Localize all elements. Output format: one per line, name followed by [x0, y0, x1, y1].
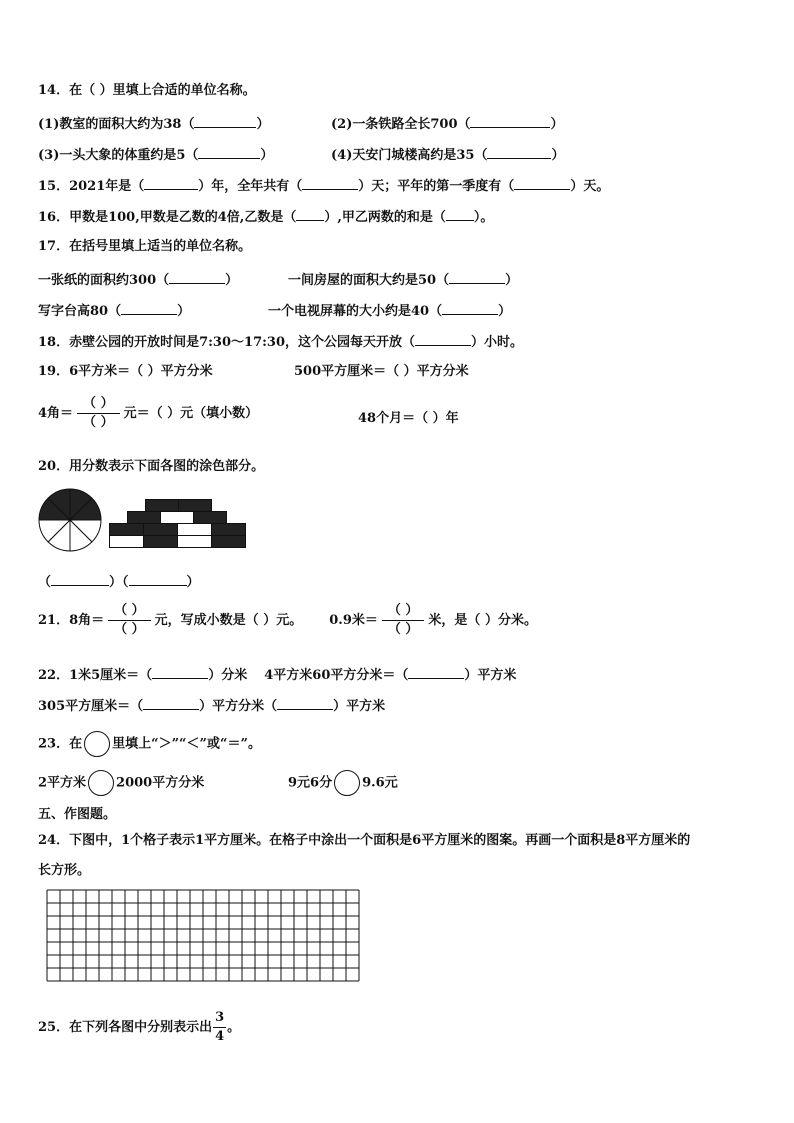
paren-open: （ — [38, 575, 52, 590]
paren-close: ） — [225, 273, 239, 288]
q14-title: 14．在（ ）里填上合适的单位名称。 — [38, 83, 256, 98]
q17-item-2-text: 一间房屋的面积大约是50（ — [288, 273, 450, 288]
q19-item-3 — [38, 396, 258, 431]
q19-item-3-pre: 4角＝ — [38, 406, 74, 421]
q25-text-2: 。 — [227, 1020, 241, 1035]
q22-text-4: ）平方米 — [464, 668, 517, 683]
q14-item-3-text: (3)一头大象的体重约是5（ — [38, 148, 199, 163]
q23-item-1 — [38, 770, 204, 797]
q15-blank-3[interactable] — [514, 176, 570, 190]
q17-item-3-text: 写字台高80（ — [38, 304, 122, 319]
fraction-numerator: 3 — [215, 1010, 225, 1025]
q19-item-1: 19．6平方米＝（ ）平方分米 — [38, 364, 213, 379]
q22-line-2 — [38, 696, 385, 716]
fraction-numerator: （ ） — [114, 603, 145, 618]
q14-item-4 — [331, 145, 564, 165]
q25-fraction — [213, 1010, 226, 1045]
q14-item-2 — [331, 114, 564, 134]
q15-blank-1[interactable] — [144, 176, 198, 190]
q21 — [38, 603, 537, 638]
fraction-bar — [108, 620, 151, 621]
q22-line-1 — [38, 665, 516, 685]
q17-blank-4[interactable] — [442, 301, 498, 315]
q19-item-2: 500平方厘米＝（ ）平方分米 — [294, 364, 469, 379]
q20-title: 20．用分数表示下面各图的涂色部分。 — [38, 459, 265, 474]
q14-item-4-text: (4)天安门城楼高约是35（ — [331, 148, 488, 163]
q14-item-2-text: (2)一条铁路全长700（ — [331, 117, 471, 132]
q14-item-1-text: (1)教室的面积大约为38（ — [38, 117, 195, 132]
q16-text-1: 16．甲数是100,甲数是乙数的4倍,乙数是（ — [38, 210, 297, 225]
paren-close: ） — [498, 304, 512, 319]
q14-blank-3[interactable] — [198, 145, 260, 159]
q23-item-2-right: 9.6元 — [362, 775, 398, 791]
section-heading: 五、作图题。 — [38, 807, 117, 822]
q15-text-4: ）天。 — [570, 179, 610, 194]
paren-close: ） — [550, 117, 564, 132]
q21-text-4: 米，是（ ）分米。 — [428, 613, 537, 628]
fraction-bar — [77, 413, 120, 414]
fraction-denominator: 4 — [215, 1029, 225, 1044]
q15-text-2: ）年，全年共有（ — [198, 179, 303, 194]
shaded-circle-figure — [38, 488, 102, 552]
compare-circle-2[interactable] — [334, 770, 360, 796]
paren-close: ） — [177, 304, 191, 319]
q16-blank-2[interactable] — [446, 207, 474, 221]
compare-circle-1[interactable] — [88, 770, 114, 796]
q15-blank-2[interactable] — [302, 176, 358, 190]
paren-close: ） — [505, 273, 519, 288]
paren-mid: ）（ — [109, 575, 129, 590]
q22-text-5: 305平方厘米＝（ — [38, 699, 144, 714]
compare-circle-sample — [84, 731, 110, 757]
q17-item-2 — [288, 270, 518, 290]
q16-text-2: ）,甲乙两数的和是（ — [324, 210, 446, 225]
q17-item-4 — [268, 301, 511, 321]
q14-blank-4[interactable] — [487, 145, 551, 159]
q23-text-1: 23．在 — [38, 736, 83, 752]
q22-blank-1[interactable] — [152, 665, 208, 679]
q21-text-1: 21．8角＝ — [38, 613, 105, 628]
q21-fraction-2[interactable] — [382, 603, 425, 638]
q16-text-3: ）。 — [473, 210, 494, 225]
paren-close: ） — [256, 117, 270, 132]
q14-item-3 — [38, 145, 273, 165]
q25-text-1: 25．在下列各图中分别表示出 — [38, 1020, 213, 1035]
q15-text-3: ）天；平年的第一季度有（ — [358, 179, 515, 194]
q22-text-1: 22．1米5厘米＝（ — [38, 668, 153, 683]
q21-text-3: 0.9米＝ — [329, 613, 378, 628]
q18-blank[interactable] — [415, 332, 471, 346]
q22-text-7: ）平方米 — [333, 699, 386, 714]
fraction-denominator: （ ） — [83, 415, 114, 430]
q19-item-4: 48个月＝（ ）年 — [358, 411, 459, 426]
q14-blank-2[interactable] — [470, 114, 550, 128]
q17-title: 17．在括号里填上适当的单位名称。 — [38, 239, 252, 254]
q21-fraction-1[interactable] — [108, 603, 151, 638]
q20-blank-2[interactable] — [129, 572, 187, 586]
q23-item-1-right: 2000平方分米 — [116, 775, 205, 791]
q22-text-3: 4平方米60平方分米＝（ — [264, 668, 409, 683]
q17-item-3 — [38, 301, 190, 321]
q17-blank-3[interactable] — [121, 301, 177, 315]
q20-answers — [38, 572, 200, 592]
q15-text-1: 15．2021年是（ — [38, 179, 145, 194]
q20-blank-1[interactable] — [51, 572, 109, 586]
q15 — [38, 176, 609, 196]
q21-text-2: 元，写成小数是（ ）元。 — [154, 613, 303, 628]
q18 — [38, 332, 523, 352]
q14-blank-1[interactable] — [194, 114, 256, 128]
q25 — [38, 1010, 240, 1045]
q17-item-1 — [38, 270, 238, 290]
q23-item-2 — [288, 770, 398, 797]
q19-fraction[interactable] — [77, 396, 120, 431]
q17-item-1-text: 一张纸的面积约300（ — [38, 273, 170, 288]
brick-pyramid-figure — [108, 498, 248, 550]
q14-item-1 — [38, 114, 269, 134]
q17-blank-1[interactable] — [169, 270, 225, 284]
paren-close: ） — [260, 148, 274, 163]
fraction-denominator: （ ） — [114, 622, 145, 637]
fraction-bar — [382, 620, 425, 621]
fraction-numerator: （ ） — [387, 603, 419, 618]
fraction-bar — [213, 1027, 226, 1028]
q22-blank-2[interactable] — [408, 665, 464, 679]
q23-item-2-left: 9元6分 — [288, 775, 333, 791]
q16-blank-1[interactable] — [296, 207, 324, 221]
q18-text-1: 18．赤壁公园的开放时间是7:30～17:30，这个公园每天开放（ — [38, 335, 416, 350]
square-grid[interactable] — [46, 889, 364, 985]
paren-close: ） — [551, 148, 565, 163]
q16 — [38, 207, 493, 227]
fraction-numerator: （ ） — [83, 396, 114, 411]
q17-blank-2[interactable] — [449, 270, 505, 284]
q24-line-2: 长方形。 — [38, 863, 91, 878]
q18-text-2: ）小时。 — [471, 335, 524, 350]
q22-text-6: ）平方分米（ — [199, 699, 278, 714]
q22-blank-4[interactable] — [277, 696, 333, 710]
q17-item-4-text: 一个电视屏幕的大小约是40（ — [268, 304, 443, 319]
q24-line-1: 24．下图中，1个格子表示1平方厘米。在格子中涂出一个面积是6平方厘米的图案。再画一个面积是8平方厘米的 — [38, 833, 691, 848]
fraction-denominator: （ ） — [387, 622, 419, 637]
q23-text-2: 里填上“＞”“＜”或“＝”。 — [112, 736, 261, 752]
q22-text-2: ）分米 — [208, 668, 248, 683]
paren-close: ） — [186, 575, 200, 590]
q23-item-1-left: 2平方米 — [38, 775, 87, 791]
q19-item-3-post: 元＝（ ）元（填小数） — [123, 406, 259, 421]
q23-title — [38, 731, 261, 758]
q22-blank-3[interactable] — [143, 696, 199, 710]
